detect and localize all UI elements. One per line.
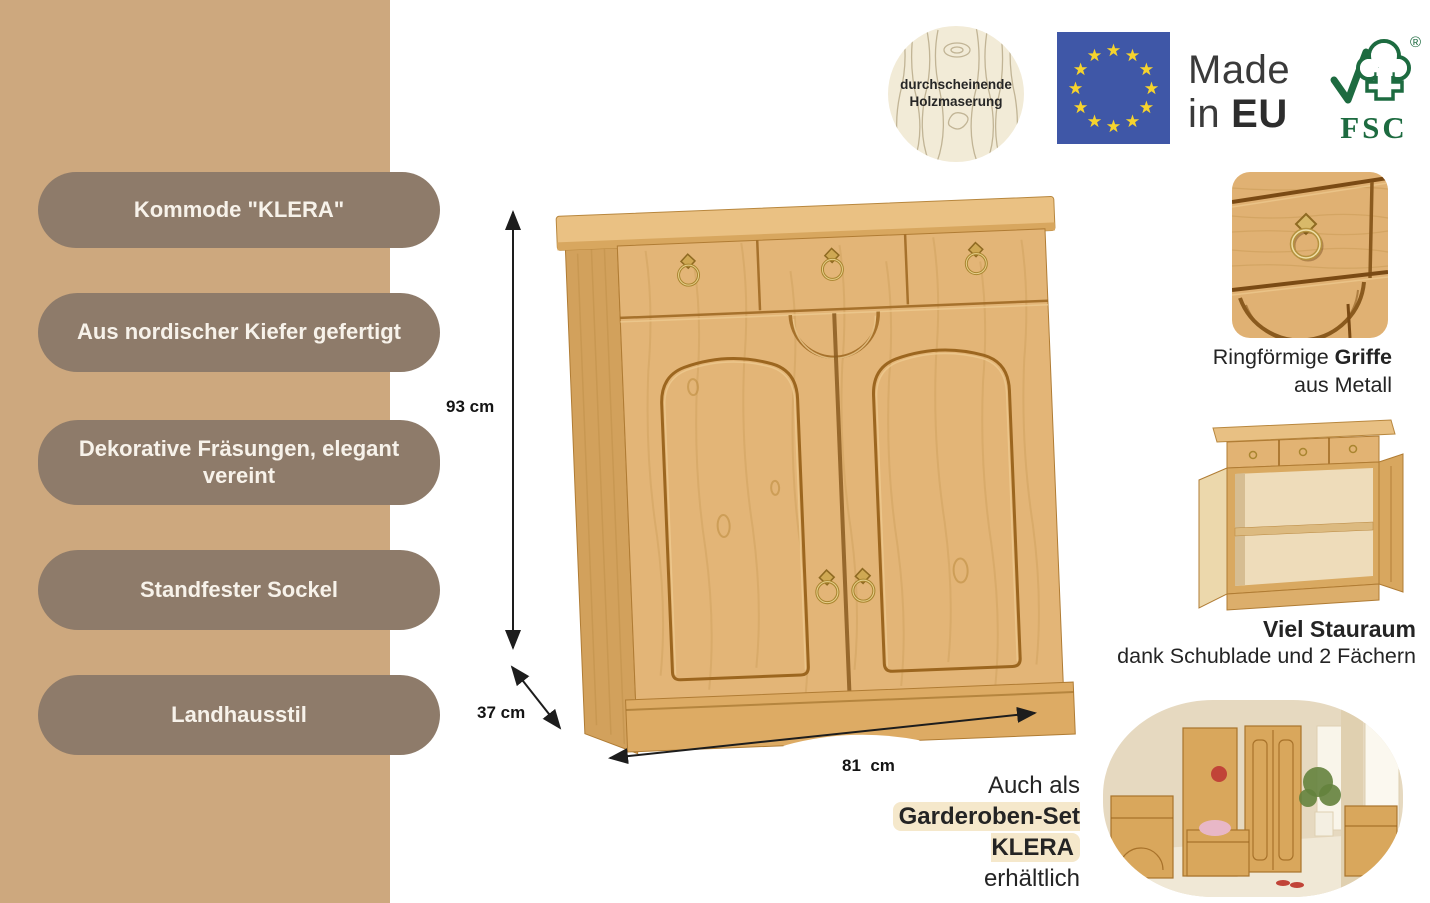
eu-word: EU: [1231, 92, 1288, 136]
drawer-closeup-art: [1232, 172, 1388, 338]
wood-grain-line2: Holzmaserung: [909, 94, 1003, 109]
cabinet-illustration: [430, 160, 1080, 800]
eu-flag-icon: [1057, 32, 1170, 144]
in-eu-words: [1188, 92, 1290, 136]
width-dimension-label: 81 cm: [842, 756, 895, 775]
made-word: Made: [1188, 48, 1291, 92]
storage-caption-bold: Viel Stauraum: [1263, 616, 1416, 642]
height-dimension-label: 93 cm: [446, 397, 495, 416]
handles-caption: [1092, 343, 1392, 399]
feature-pill-label: Kommode "KLERA": [133, 196, 345, 222]
set-caption-line1: Auch als: [987, 772, 1080, 799]
storage-caption-line2: dank Schublade und 2 Fächern: [1117, 644, 1416, 668]
eu-flag-stars: [1057, 32, 1170, 144]
fsc-registered-mark: ®: [1410, 34, 1422, 51]
storage-caption: [1076, 616, 1416, 670]
set-caption-line2: [800, 801, 1080, 863]
room-scene-photo: [1103, 700, 1403, 897]
set-caption-line3: erhältlich: [983, 865, 1080, 892]
feature-pill-label: Dekorative Fräsungen, elegant vereint: [78, 435, 400, 488]
feature-pill-label: Landhausstil: [171, 701, 307, 727]
in-word: in: [1188, 92, 1221, 136]
open-cabinet-art: [1197, 404, 1405, 612]
feature-pill-style: [38, 675, 440, 755]
handles-caption-prefix: Ringförmige: [1212, 345, 1335, 369]
fsc-label: FSC: [1340, 110, 1408, 145]
handles-caption-line2: aus Metall: [1294, 373, 1392, 397]
wood-grain-badge: [888, 26, 1024, 162]
room-scene-art: [1103, 700, 1403, 897]
feature-pill-base: [38, 550, 440, 630]
set-caption-bold: Garderoben-Set KLERA: [893, 802, 1080, 862]
feature-pill-title: [38, 172, 440, 248]
feature-pill-label: Aus nordischer Kiefer gefertigt: [77, 319, 401, 345]
set-caption: [800, 770, 1080, 894]
open-cabinet-photo: [1197, 404, 1405, 612]
feature-pill-label: Standfester Sockel: [139, 576, 339, 602]
wood-grain-line1: durchscheinende: [900, 77, 1012, 92]
handles-caption-bold: Griffe: [1334, 345, 1392, 369]
depth-dimension-label: 37 cm: [477, 703, 526, 722]
drawer-handle-closeup-photo: [1232, 172, 1388, 338]
feature-pill-milling: [38, 420, 440, 505]
feature-pill-material: [38, 293, 440, 372]
cabinet-body: [556, 196, 1075, 756]
fsc-logo: [1326, 36, 1430, 152]
handles-caption-line1: [1092, 343, 1392, 371]
made-in-eu-label: [1188, 48, 1290, 136]
wood-grain-badge-text: [888, 76, 1024, 110]
